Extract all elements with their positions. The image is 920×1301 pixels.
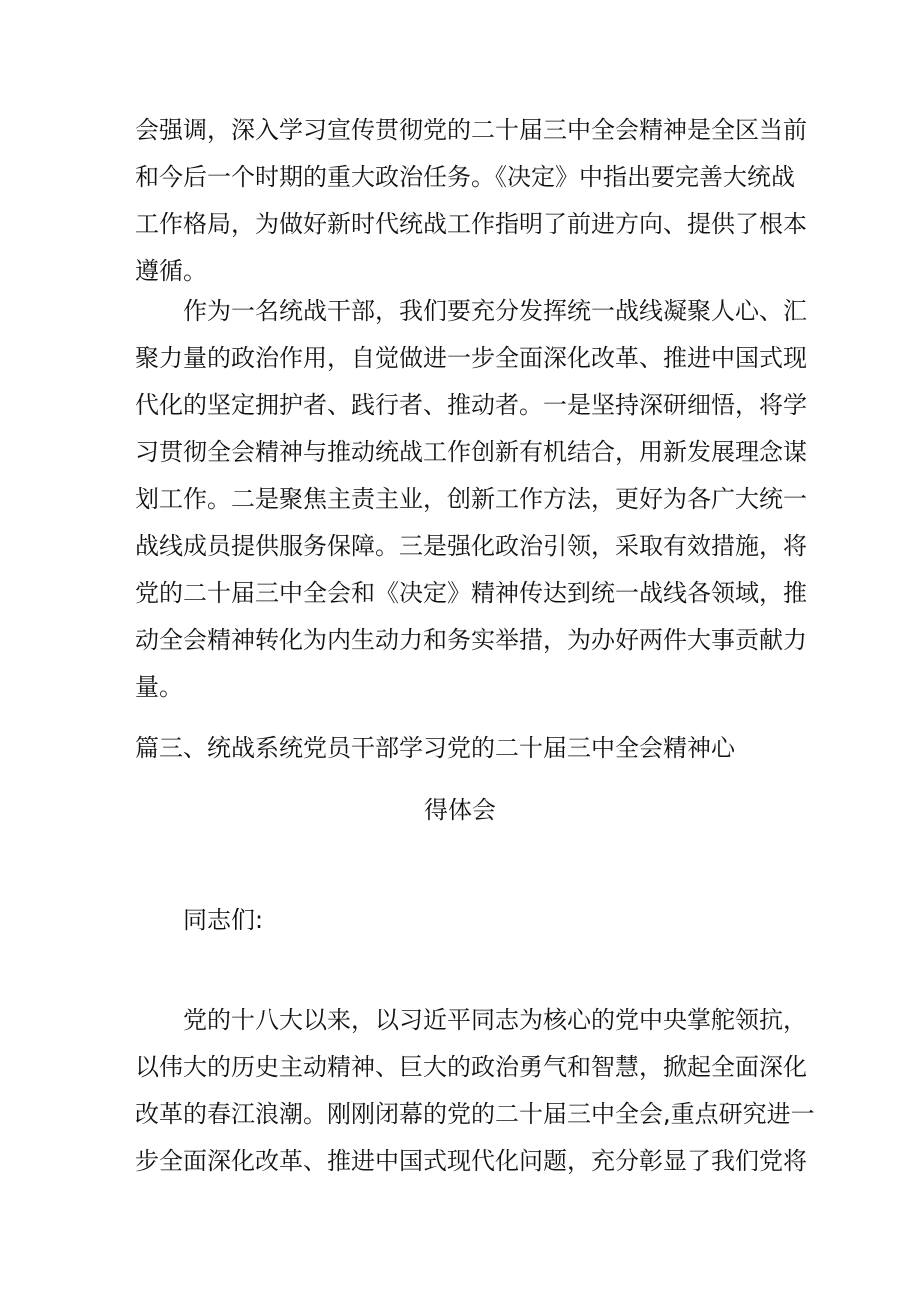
paragraph-line: 党的二十届三中全会和《决定》精神传达到统一战线各领域，推 [135, 579, 807, 607]
paragraph-continuation [135, 107, 807, 295]
paragraph-line: 战线成员提供服务保障。三是强化政治引领，采取有效措施，将 [135, 532, 807, 560]
paragraph-line: 遵循。 [135, 257, 207, 285]
paragraph-line: 作为一名统战干部，我们要充分发挥统一战线凝聚人心、汇 [183, 297, 807, 325]
paragraph-united-front-cadre [135, 288, 807, 711]
paragraph-line: 代化的坚定拥护者、践行者、推动者。一是坚持深研细悟，将学 [135, 391, 807, 419]
paragraph-speech-opening [135, 997, 815, 1185]
paragraph-line: 工作格局，为做好新时代统战工作指明了前进方向、提供了根本 [135, 210, 807, 238]
section-title-line: 篇三、统战系统党员干部学习党的二十届三中全会精神心 [135, 734, 735, 762]
paragraph-line: 习贯彻全会精神与推动统战工作创新有机结合，用新发展理念谋 [135, 438, 807, 466]
section-title [135, 728, 795, 768]
paragraph-line: 步全面深化改革、推进中国式现代化问题，充分彰显了我们党将 [135, 1147, 807, 1175]
paragraph-line: 党的十八大以来，以习近平同志为核心的党中央掌舵领抗， [183, 1006, 807, 1034]
paragraph-line: 划工作。二是聚焦主责主业，创新工作方法，更好为各广大统一 [135, 485, 807, 513]
paragraph-line: 动全会精神转化为内生动力和务实举措，为办好两件大事贡献力 [135, 626, 807, 654]
paragraph-line: 会强调，深入学习宣传贯彻党的二十届三中全会精神是全区当前 [135, 116, 807, 144]
paragraph-line: 改革的春江浪潮。刚刚闭幕的党的二十届三中全会,重点研究进一 [135, 1100, 815, 1128]
paragraph-line: 以伟大的历史主动精神、巨大的政治勇气和智慧，掀起全面深化 [135, 1053, 807, 1081]
paragraph-line: 和今后一个时期的重大政治任务。《决定》中指出要完善大统战 [135, 163, 795, 191]
paragraph-line: 聚力量的政治作用，自觉做进一步全面深化改革、推进中国式现 [135, 344, 807, 372]
salutation [135, 900, 795, 940]
paragraph-line: 量。 [135, 673, 183, 701]
section-title-continuation: 得体会 [424, 796, 496, 824]
salutation-text: 同志们: [183, 906, 264, 934]
